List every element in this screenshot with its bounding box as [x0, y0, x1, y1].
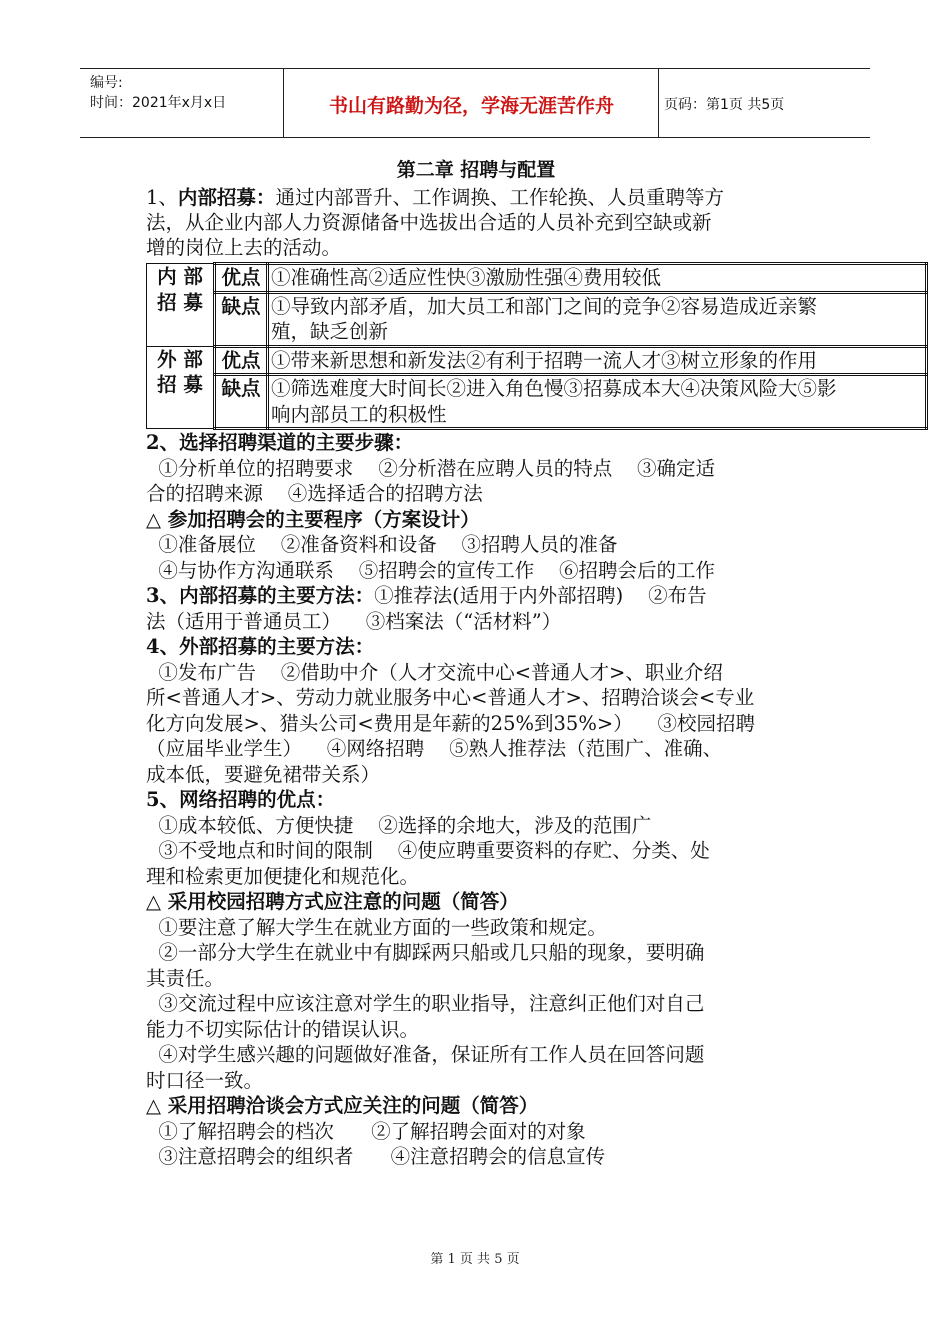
- text-line: 3、内部招募的主要方法：①推荐法(适用于内外部招聘) ②布告: [146, 584, 707, 607]
- chapter-title: 第二章 招聘与配置: [396, 159, 556, 181]
- text-line: 理和检索更加便捷化和规范化。: [146, 864, 420, 888]
- text-line: ③注意招聘会的组织者 ④注意招聘会的信息宣传: [146, 1145, 606, 1168]
- text-line: 所<普通人才>、劳动力就业服务中心<普通人才>、招聘洽谈会<专业: [146, 686, 755, 709]
- external-con-text: ①筛选难度大时间长②进入角色慢③招募成本大④决策风险大⑤影 响内部员工的积极性: [268, 375, 927, 429]
- section-1-line-3: 增的岗位上去的活动。: [146, 236, 342, 259]
- text-line: 2、选择招聘渠道的主要步骤：: [146, 431, 414, 454]
- number-label: 编号:: [90, 75, 123, 91]
- text-line: 化方向发展>、猎头公司<费用是年薪的25%到35%>） ③校园招聘: [146, 711, 755, 735]
- table-row: [147, 375, 927, 429]
- text-line: △ 采用校园招聘方式应注意的问题（简答）: [146, 890, 519, 913]
- internal-category-cell: 内 部 招 募: [147, 264, 215, 347]
- internal-pro-text: ①准确性高②适应性快③激励性强④费用较低: [268, 264, 927, 293]
- text-line: 4、外部招募的主要方法：: [146, 635, 375, 658]
- text-line: 合的招聘来源 ④选择适合的招聘方法: [146, 482, 483, 505]
- recruitment-comparison-table: [146, 262, 928, 430]
- text-line: △ 参加招聘会的主要程序（方案设计）: [146, 507, 480, 531]
- text-line: （应届毕业学生） ④网络招聘 ⑤熟人推荐法（范围广、准确、: [146, 737, 723, 760]
- text-line: ③不受地点和时间的限制 ④使应聘重要资料的存贮、分类、处: [146, 839, 710, 862]
- text-line: 5、网络招聘的优点：: [146, 788, 336, 811]
- text-line: △ 采用招聘洽谈会方式应关注的问题（简答）: [146, 1094, 539, 1117]
- date-label: 时间：2021年x月x日: [90, 95, 227, 111]
- external-category-cell: 外 部 招 募: [147, 346, 215, 429]
- text-line: ①成本较低、方便快捷 ②选择的余地大，涉及的范围广: [146, 813, 652, 837]
- text-line: ④对学生感兴趣的问题做好准备，保证所有工作人员在回答问题: [146, 1043, 705, 1066]
- external-pro-label: 优点: [215, 346, 268, 375]
- text-line: ②一部分大学生在就业中有脚踩两只船或几只船的现象，要明确: [146, 941, 705, 964]
- internal-con-text: ①导致内部矛盾，加大员工和部门之间的竞争②容易造成近亲繁 殖，缺乏创新: [268, 292, 927, 346]
- header-meta: [90, 73, 226, 113]
- text-line: 其责任。: [146, 966, 225, 990]
- internal-con-label: 缺点: [215, 292, 268, 346]
- section-1-line-1: 1、内部招募：通过内部晋升、工作调换、工作轮换、人员重聘等方: [146, 186, 724, 209]
- text-line: ③交流过程中应该注意对学生的职业指导，注意纠正他们对自己: [146, 992, 705, 1015]
- external-con-label: 缺点: [215, 375, 268, 429]
- table-row: [147, 292, 927, 346]
- section-1-line-2: 法，从企业内部人力资源储备中选拔出合适的人员补充到空缺或新: [146, 211, 712, 234]
- page-header: [80, 68, 870, 138]
- header-motto: 书山有路勤为径，学海无涯苦作舟: [328, 95, 614, 117]
- table-row: [147, 346, 927, 375]
- header-divider: [283, 69, 284, 137]
- text-line: 能力不切实际估计的错误认识。: [146, 1017, 420, 1041]
- text-line: ①了解招聘会的档次 ②了解招聘会面对的对象: [146, 1119, 586, 1143]
- header-divider: [658, 69, 659, 137]
- internal-pro-label: 优点: [215, 264, 268, 293]
- external-pro-text: ①带来新思想和新发法②有利于招聘一流人才③树立形象的作用: [268, 346, 927, 375]
- text-line: 时口径一致。: [146, 1068, 264, 1092]
- header-page-label: 页码：第1页 共5页: [664, 97, 785, 113]
- text-line: 法（适用于普通员工） ③档案法（“活材料”）: [146, 609, 562, 633]
- table-row: [147, 264, 927, 293]
- text-line: ①准备展位 ②准备资料和设备 ③招聘人员的准备: [146, 533, 618, 556]
- text-line: ①要注意了解大学生在就业方面的一些政策和规定。: [146, 915, 607, 939]
- text-line: ①分析单位的招聘要求 ②分析潜在应聘人员的特点 ③确定适: [146, 456, 715, 480]
- text-line: ①发布广告 ②借助中介（人才交流中心<普通人才>、职业介绍: [146, 660, 723, 684]
- text-line: ④与协作方沟通联系 ⑤招聘会的宣传工作 ⑥招聘会后的工作: [146, 558, 715, 582]
- text-line: 成本低，要避免裙带关系）: [146, 762, 381, 786]
- page-footer: 第 1 页 共 5 页: [430, 1252, 520, 1267]
